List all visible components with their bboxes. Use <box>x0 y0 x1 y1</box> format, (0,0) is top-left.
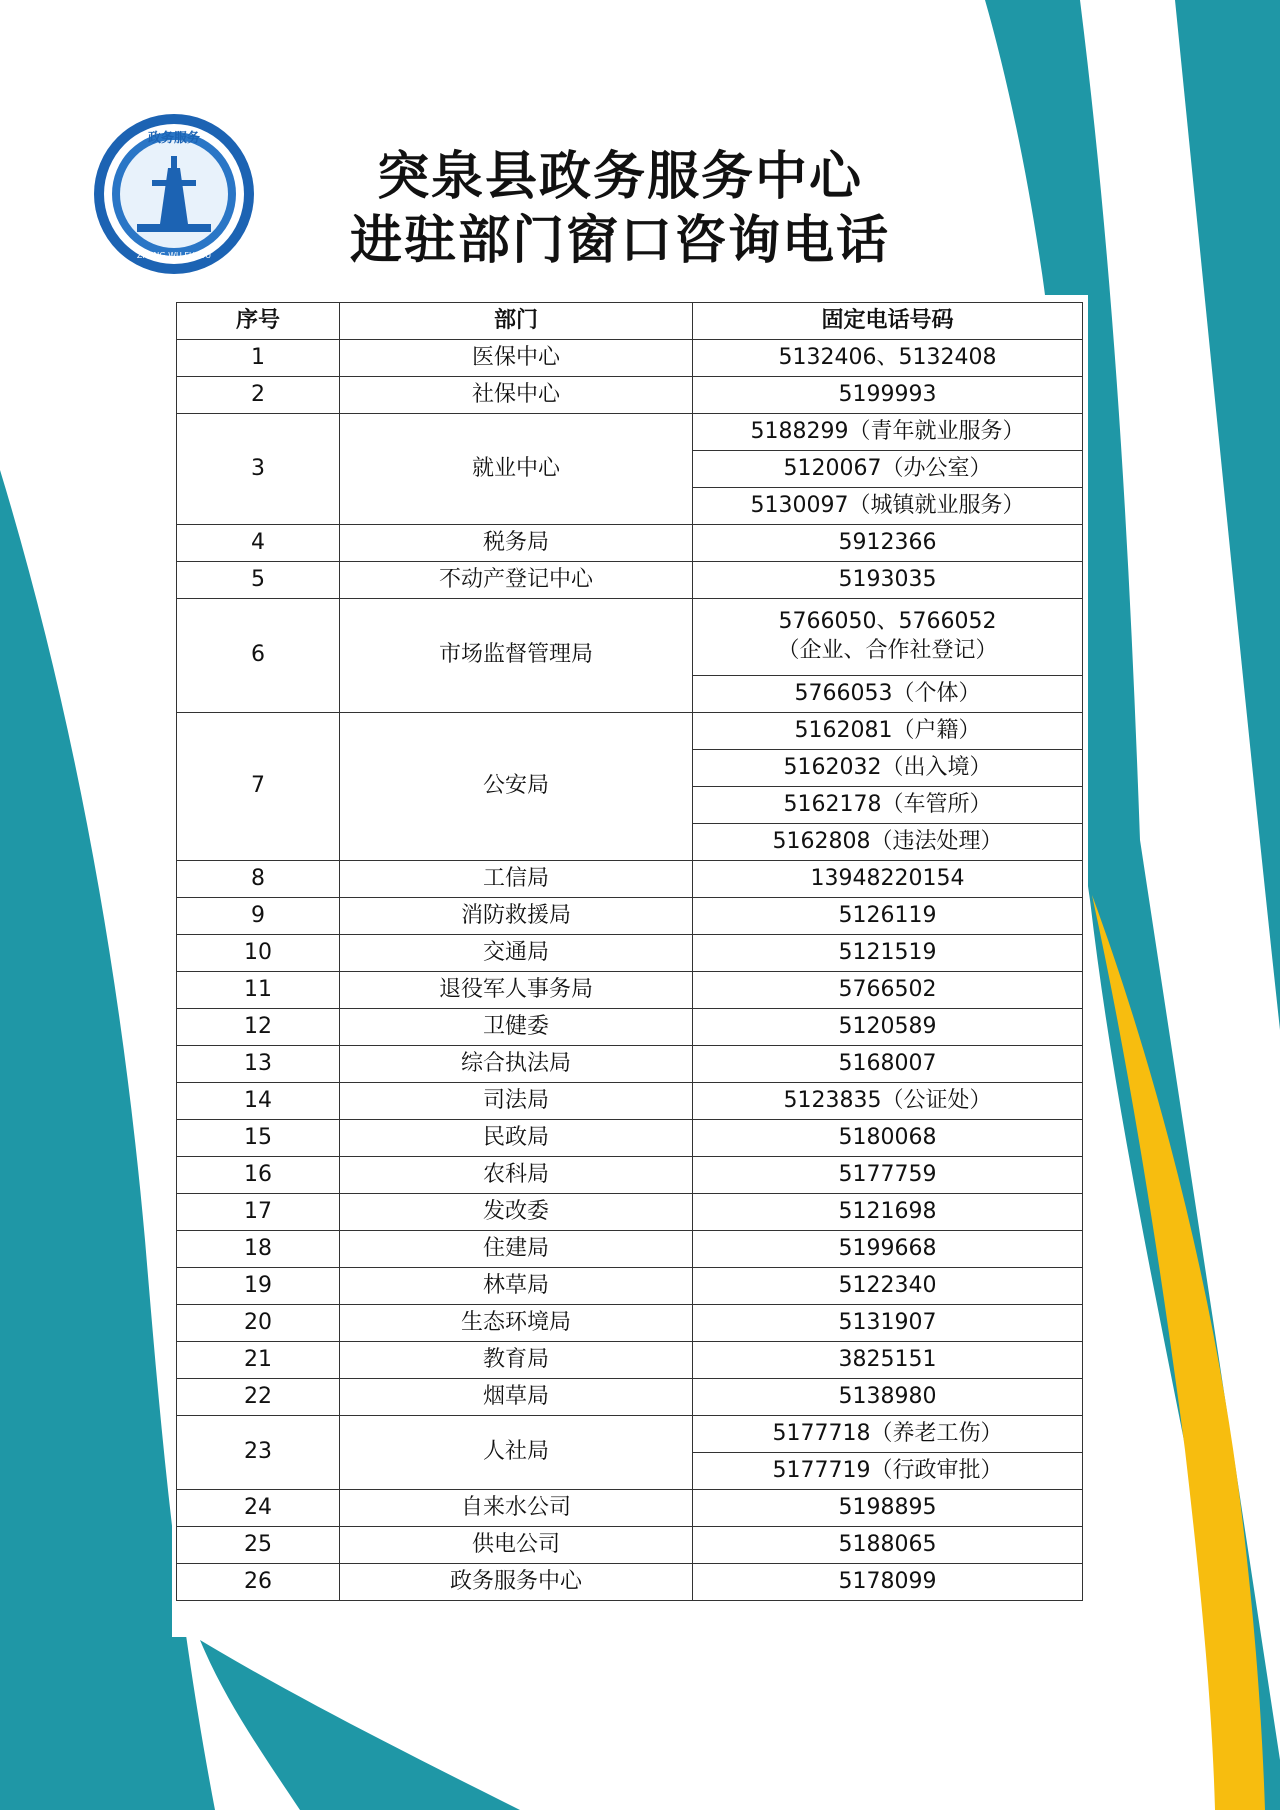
row-number: 13 <box>177 1046 340 1083</box>
row-number: 23 <box>177 1416 340 1490</box>
department-name: 市场监督管理局 <box>340 599 693 713</box>
department-name: 不动产登记中心 <box>340 562 693 599</box>
row-number: 11 <box>177 972 340 1009</box>
phone-number: 5126119 <box>693 898 1083 935</box>
table-row <box>177 1564 1083 1601</box>
phone-number: 3825151 <box>693 1342 1083 1379</box>
row-number: 3 <box>177 414 340 525</box>
phone-number: 5123835（公证处） <box>693 1083 1083 1120</box>
row-number: 7 <box>177 713 340 861</box>
table-row <box>177 935 1083 972</box>
row-number: 1 <box>177 340 340 377</box>
row-number: 10 <box>177 935 340 972</box>
phone-number: 5162032（出入境） <box>693 750 1083 787</box>
row-number: 2 <box>177 377 340 414</box>
department-name: 工信局 <box>340 861 693 898</box>
phone-number: 5120067（办公室） <box>693 451 1083 488</box>
phone-number: 5122340 <box>693 1268 1083 1305</box>
phone-number: 5162081（户籍） <box>693 713 1083 750</box>
table-row <box>177 861 1083 898</box>
department-name: 林草局 <box>340 1268 693 1305</box>
department-name: 政务服务中心 <box>340 1564 693 1601</box>
row-number: 20 <box>177 1305 340 1342</box>
row-number: 5 <box>177 562 340 599</box>
table-row <box>177 525 1083 562</box>
department-name: 发改委 <box>340 1194 693 1231</box>
phone-number: 5162178（车管所） <box>693 787 1083 824</box>
phone-number: 5131907 <box>693 1305 1083 1342</box>
row-number: 15 <box>177 1120 340 1157</box>
teal-swoosh-right-edge <box>1175 0 1280 1030</box>
phone-number: 5177719（行政审批） <box>693 1453 1083 1490</box>
table-row <box>177 599 1083 676</box>
phone-number: 5766053（个体） <box>693 676 1083 713</box>
department-name: 卫健委 <box>340 1009 693 1046</box>
department-name: 住建局 <box>340 1231 693 1268</box>
table-row <box>177 377 1083 414</box>
table-row <box>177 972 1083 1009</box>
table-row <box>177 1231 1083 1268</box>
department-name: 公安局 <box>340 713 693 861</box>
phone-number: 5132406、5132408 <box>693 340 1083 377</box>
department-name: 消防救援局 <box>340 898 693 935</box>
department-name: 就业中心 <box>340 414 693 525</box>
table-row <box>177 898 1083 935</box>
table-row <box>177 1416 1083 1453</box>
department-name: 供电公司 <box>340 1527 693 1564</box>
emblem-top-text: 政务服务 <box>147 131 201 146</box>
phone-number: 5138980 <box>693 1379 1083 1416</box>
phone-number: 5912366 <box>693 525 1083 562</box>
department-name: 生态环境局 <box>340 1305 693 1342</box>
department-name: 综合执法局 <box>340 1046 693 1083</box>
department-name: 税务局 <box>340 525 693 562</box>
table-row <box>177 414 1083 451</box>
table-row <box>177 713 1083 750</box>
table-row <box>177 1083 1083 1120</box>
table-row <box>177 562 1083 599</box>
table-header-row <box>177 303 1083 340</box>
table-row <box>177 1046 1083 1083</box>
phone-number: 5121698 <box>693 1194 1083 1231</box>
phone-number: 5188065 <box>693 1527 1083 1564</box>
row-number: 8 <box>177 861 340 898</box>
table-row <box>177 1157 1083 1194</box>
phone-number: 5198895 <box>693 1490 1083 1527</box>
department-name: 自来水公司 <box>340 1490 693 1527</box>
row-number: 6 <box>177 599 340 713</box>
row-number: 22 <box>177 1379 340 1416</box>
teal-swoosh-bottom <box>200 1640 520 1810</box>
table-body <box>177 340 1083 1601</box>
table-row <box>177 1305 1083 1342</box>
table-row <box>177 340 1083 377</box>
row-number: 9 <box>177 898 340 935</box>
department-name: 农科局 <box>340 1157 693 1194</box>
table-row <box>177 1120 1083 1157</box>
header-phone: 固定电话号码 <box>693 303 1083 340</box>
row-number: 18 <box>177 1231 340 1268</box>
phone-number: 5130097（城镇就业服务） <box>693 488 1083 525</box>
department-name: 司法局 <box>340 1083 693 1120</box>
row-number: 21 <box>177 1342 340 1379</box>
page-title-line1: 突泉县政务服务中心 <box>376 147 863 207</box>
emblem-bottom-text: ZHENG WU FU WU <box>136 251 212 260</box>
phone-number: 5193035 <box>693 562 1083 599</box>
department-name: 社保中心 <box>340 377 693 414</box>
page-title-line2: 进驻部门窗口咨询电话 <box>349 211 890 271</box>
phone-number: 5180068 <box>693 1120 1083 1157</box>
phone-number: 5766502 <box>693 972 1083 1009</box>
row-number: 17 <box>177 1194 340 1231</box>
row-number: 19 <box>177 1268 340 1305</box>
table-row <box>177 1194 1083 1231</box>
department-name: 烟草局 <box>340 1379 693 1416</box>
phone-number: 5177718（养老工伤） <box>693 1416 1083 1453</box>
phone-number: 5168007 <box>693 1046 1083 1083</box>
phone-number: 5199668 <box>693 1231 1083 1268</box>
department-name: 医保中心 <box>340 340 693 377</box>
header-dept: 部门 <box>340 303 693 340</box>
phone-number: 5188299（青年就业服务） <box>693 414 1083 451</box>
table-row <box>177 1490 1083 1527</box>
department-name: 人社局 <box>340 1416 693 1490</box>
phone-number: 5178099 <box>693 1564 1083 1601</box>
department-name: 民政局 <box>340 1120 693 1157</box>
header-no: 序号 <box>177 303 340 340</box>
row-number: 26 <box>177 1564 340 1601</box>
department-name: 教育局 <box>340 1342 693 1379</box>
row-number: 4 <box>177 525 340 562</box>
table-row <box>177 1009 1083 1046</box>
row-number: 14 <box>177 1083 340 1120</box>
department-name: 退役军人事务局 <box>340 972 693 1009</box>
phone-number: 5177759 <box>693 1157 1083 1194</box>
row-number: 25 <box>177 1527 340 1564</box>
phone-number: 5766050、5766052 （企业、合作社登记） <box>693 599 1083 676</box>
row-number: 12 <box>177 1009 340 1046</box>
table-row <box>177 1268 1083 1305</box>
table-row <box>177 1527 1083 1564</box>
government-service-emblem-icon <box>92 112 256 276</box>
phone-number: 5162808（违法处理） <box>693 824 1083 861</box>
phone-number: 5199993 <box>693 377 1083 414</box>
phone-number: 13948220154 <box>693 861 1083 898</box>
phone-number: 5121519 <box>693 935 1083 972</box>
table-row <box>177 1342 1083 1379</box>
phone-number: 5120589 <box>693 1009 1083 1046</box>
department-name: 交通局 <box>340 935 693 972</box>
row-number: 24 <box>177 1490 340 1527</box>
contact-table <box>176 302 1083 1601</box>
table-row <box>177 1379 1083 1416</box>
row-number: 16 <box>177 1157 340 1194</box>
